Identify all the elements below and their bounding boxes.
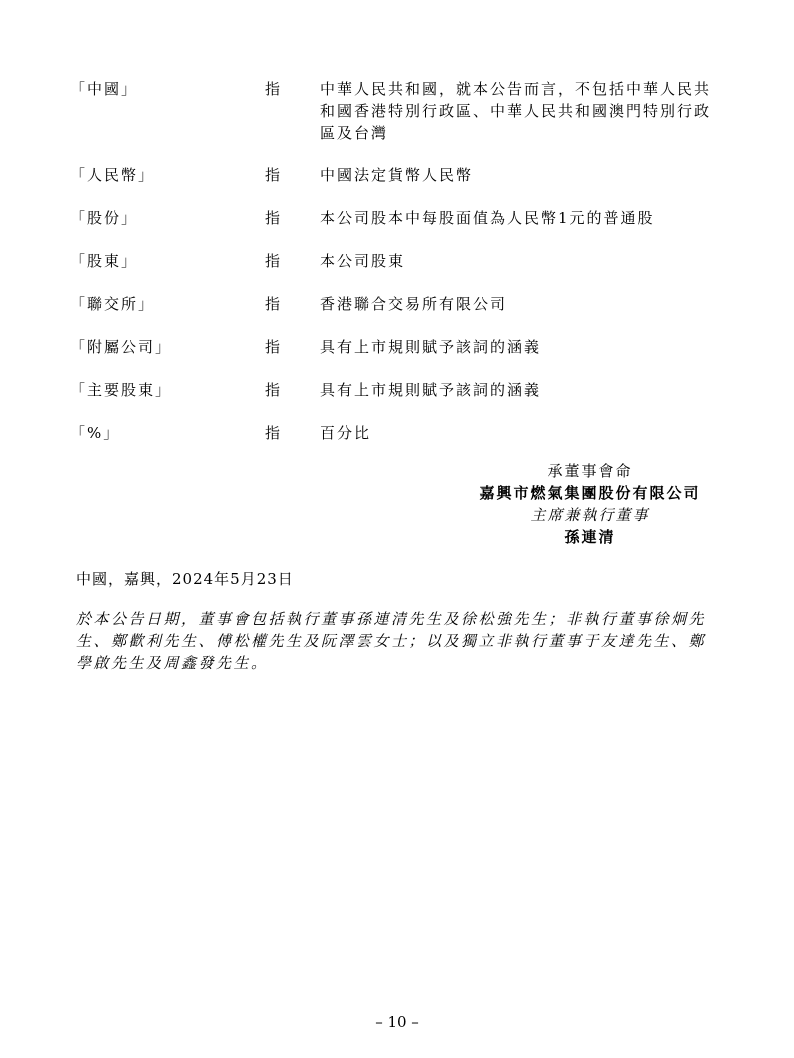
definition-term: 「聯交所」 <box>70 295 156 313</box>
definition-verb: 指 <box>265 80 283 98</box>
definition-term: 「人民幣」 <box>70 166 156 184</box>
definition-term: 「中國」 <box>70 80 139 98</box>
definition-meaning: 具有上市規則賦予該詞的涵義 <box>320 338 542 356</box>
definition-verb: 指 <box>265 295 283 313</box>
definition-verb: 指 <box>265 209 283 227</box>
definition-meaning: 中華人民共和國，就本公告而言，不包括中華人民共和國香港特別行政區、中華人民共和國澳門特別行政區及台灣 <box>320 80 712 142</box>
place-and-date: 中國，嘉興，2024年5月23日 <box>76 570 294 588</box>
definition-meaning: 本公司股本中每股面值為人民幣1元的普通股 <box>320 209 655 227</box>
definition-verb: 指 <box>265 252 283 270</box>
definition-row <box>70 336 730 379</box>
definition-verb: 指 <box>265 338 283 356</box>
definitions-list <box>70 78 730 465</box>
definition-row <box>70 250 730 293</box>
definition-meaning: 中國法定貨幣人民幣 <box>320 166 474 184</box>
signature-block <box>440 460 740 548</box>
definition-term: 「%」 <box>70 424 121 442</box>
definition-row <box>70 379 730 422</box>
definition-row <box>70 164 730 207</box>
definition-verb: 指 <box>265 424 283 442</box>
definition-row <box>70 293 730 336</box>
definition-term: 「股份」 <box>70 209 139 227</box>
definition-term: 「股東」 <box>70 252 139 270</box>
page-number: – 10 – <box>375 1013 419 1031</box>
board-composition-statement: 於本公告日期，董事會包括執行董事孫連清先生及徐松強先生；非執行董事徐炯先生、鄭歡利先生、傅松權先生及阮澤雲女士；以及獨立非執行董事于友達先生、鄭學啟先生及周鑫發先生。 <box>76 610 707 672</box>
definition-verb: 指 <box>265 381 283 399</box>
definition-row <box>70 207 730 250</box>
definition-row <box>70 422 730 465</box>
definition-term: 「附屬公司」 <box>70 338 173 356</box>
signature-name: 孫連清 <box>564 528 616 546</box>
definition-meaning: 具有上市規則賦予該詞的涵義 <box>320 381 542 399</box>
signature-company-name: 嘉興市燃氣集團股份有限公司 <box>479 484 701 502</box>
definition-meaning: 百分比 <box>320 424 372 442</box>
definition-meaning: 本公司股東 <box>320 252 406 270</box>
signature-position: 主席兼執行董事 <box>530 506 650 524</box>
definition-verb: 指 <box>265 166 283 184</box>
definition-term: 「主要股東」 <box>70 381 173 399</box>
definition-row <box>70 78 730 164</box>
definition-meaning: 香港聯合交易所有限公司 <box>320 295 508 313</box>
signature-order-line: 承董事會命 <box>547 462 633 480</box>
